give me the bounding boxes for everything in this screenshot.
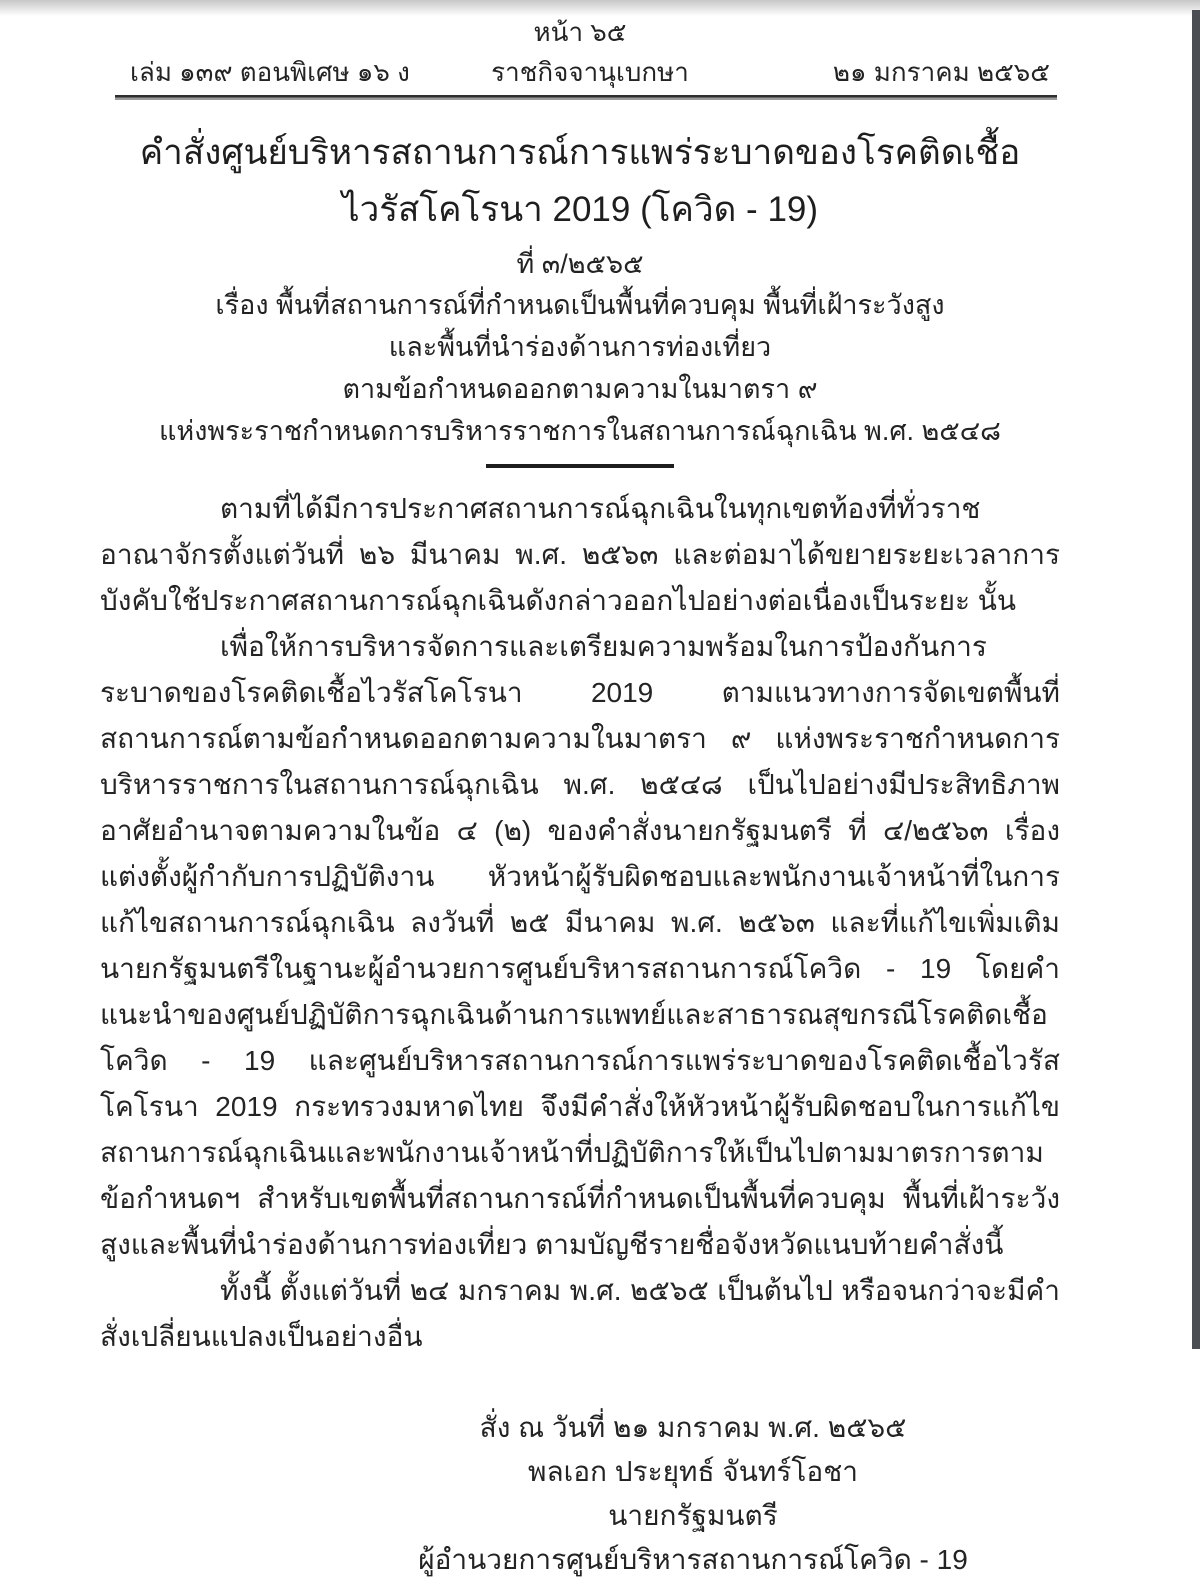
subject-block bbox=[100, 284, 1060, 452]
document-title-line2: ไวรัสโคโรนา 2019 (โควิด - 19) bbox=[341, 190, 819, 229]
subject-line1: เรื่อง พื้นที่สถานการณ์ที่กำหนดเป็นพื้นที่ควบคุม พื้นที่เฝ้าระวังสูง bbox=[215, 290, 945, 320]
section-divider bbox=[486, 464, 674, 468]
document-title-line1: คำสั่งศูนย์บริหารสถานการณ์การแพร่ระบาดของโรคติดเชื้อ bbox=[139, 133, 1021, 172]
masthead-divider bbox=[115, 95, 1057, 100]
subject-line2: และพื้นที่นำร่องด้านการท่องเที่ยว bbox=[388, 332, 772, 362]
issue-date: ๒๑ มกราคม ๒๕๖๕ bbox=[832, 57, 1050, 87]
signer-title-prime-minister: นายกรัฐมนตรี bbox=[608, 1500, 778, 1531]
order-number: ที่ ๓/๒๕๖๕ bbox=[516, 249, 644, 279]
page-number-label: หน้า ๖๕ bbox=[533, 17, 627, 47]
gazette-name: ราชกิจจานุเบกษา bbox=[491, 57, 689, 87]
signature-block bbox=[338, 1406, 1048, 1582]
document-content bbox=[100, 0, 1060, 1582]
paragraph-order: เพื่อให้การบริหารจัดการและเตรียมความพร้อมในการป้องกันการระบาดของโรคติดเชื้อไวรัสโคโรนา 2019 ตามแนวทางการจัดเขตพื้นที่สถานการณ์ตามข้อกำหนดออกตามความในมาตรา ๙ แห่งพระราชกำหนดการบริหารราชการในสถานการณ์ฉุกเฉิน พ.ศ. ๒๕๔๘ เป็นไปอย่างมีประสิทธิภาพ อาศัยอำนาจตามความในข้อ ๔ (๒) ของคำสั่งนายกรัฐมนตรี ที่ ๔/๒๕๖๓ เรื่อง แต่งตั้งผู้กำกับการปฏิบัติงาน หัวหน้าผู้รับผิดชอบและพนักงานเจ้าหน้าที่ในการแก้ไขสถานการณ์ฉุกเฉิน ลงวันที่ ๒๕ มีนาคม พ.ศ. ๒๕๖๓ และที่แก้ไขเพิ่มเติม นายกรัฐมนตรีในฐานะผู้อำนวยการศูนย์บริหารสถานการณ์โควิด - 19 โดยคำแนะนำของศูนย์ปฏิบัติการฉุกเฉินด้านการแพทย์และสาธารณสุขกรณีโรคติดเชื้อโควิด - 19 และศูนย์บริหารสถานการณ์การแพร่ระบาดของโรคติดเชื้อไวรัสโคโรนา 2019 กระทรวงมหาดไทย จึงมีคำสั่งให้หัวหน้าผู้รับผิดชอบในการแก้ไขสถานการณ์ฉุกเฉินและพนักงานเจ้าหน้าที่ปฏิบัติการให้เป็นไปตามมาตรการตามข้อกำหนดฯ สำหรับเขตพื้นที่สถานการณ์ที่กำหนดเป็นพื้นที่ควบคุม พื้นที่เฝ้าระวังสูงและพื้นที่นำร่องด้านการท่องเที่ยว ตามบัญชีรายชื่อจังหวัดแนบท้ายคำสั่งนี้ bbox=[100, 631, 1060, 1260]
subject-line4: แห่งพระราชกำหนดการบริหารราชการในสถานการณ์ฉุกเฉิน พ.ศ. ๒๕๔๘ bbox=[159, 416, 1001, 446]
issued-at-line: สั่ง ณ วันที่ ๒๑ มกราคม พ.ศ. ๒๕๖๕ bbox=[479, 1412, 907, 1443]
document-body bbox=[100, 486, 1060, 1360]
paragraph-effective-date: ทั้งนี้ ตั้งแต่วันที่ ๒๔ มกราคม พ.ศ. ๒๕๖๕ เป็นต้นไป หรือจนกว่าจะมีคำสั่งเปลี่ยนแปลงเป็นอย่างอื่น bbox=[100, 1275, 1060, 1352]
gazette-masthead bbox=[100, 56, 1060, 88]
scrollbar[interactable] bbox=[1192, 10, 1200, 1349]
signer-name: พลเอก ประยุทธ์ จันทร์โอชา bbox=[528, 1456, 858, 1487]
volume-issue-label: เล่ม ๑๓๙ ตอนพิเศษ ๑๖ ง bbox=[130, 57, 410, 87]
signer-title-ccsa-director: ผู้อำนวยการศูนย์บริหารสถานการณ์โควิด - 19 bbox=[418, 1544, 968, 1575]
subject-line3: ตามข้อกำหนดออกตามความในมาตรา ๙ bbox=[342, 374, 818, 404]
document-title bbox=[100, 124, 1060, 238]
paragraph-preamble: ตามที่ได้มีการประกาศสถานการณ์ฉุกเฉินในทุกเขตท้องที่ทั่วราชอาณาจักรตั้งแต่วันที่ ๒๖ มีนาคม พ.ศ. ๒๕๖๓ และต่อมาได้ขยายระยะเวลาการบังคับใช้ประกาศสถานการณ์ฉุกเฉินดังกล่าวออกไปอย่างต่อเนื่องเป็นระยะ นั้น bbox=[100, 493, 1060, 616]
